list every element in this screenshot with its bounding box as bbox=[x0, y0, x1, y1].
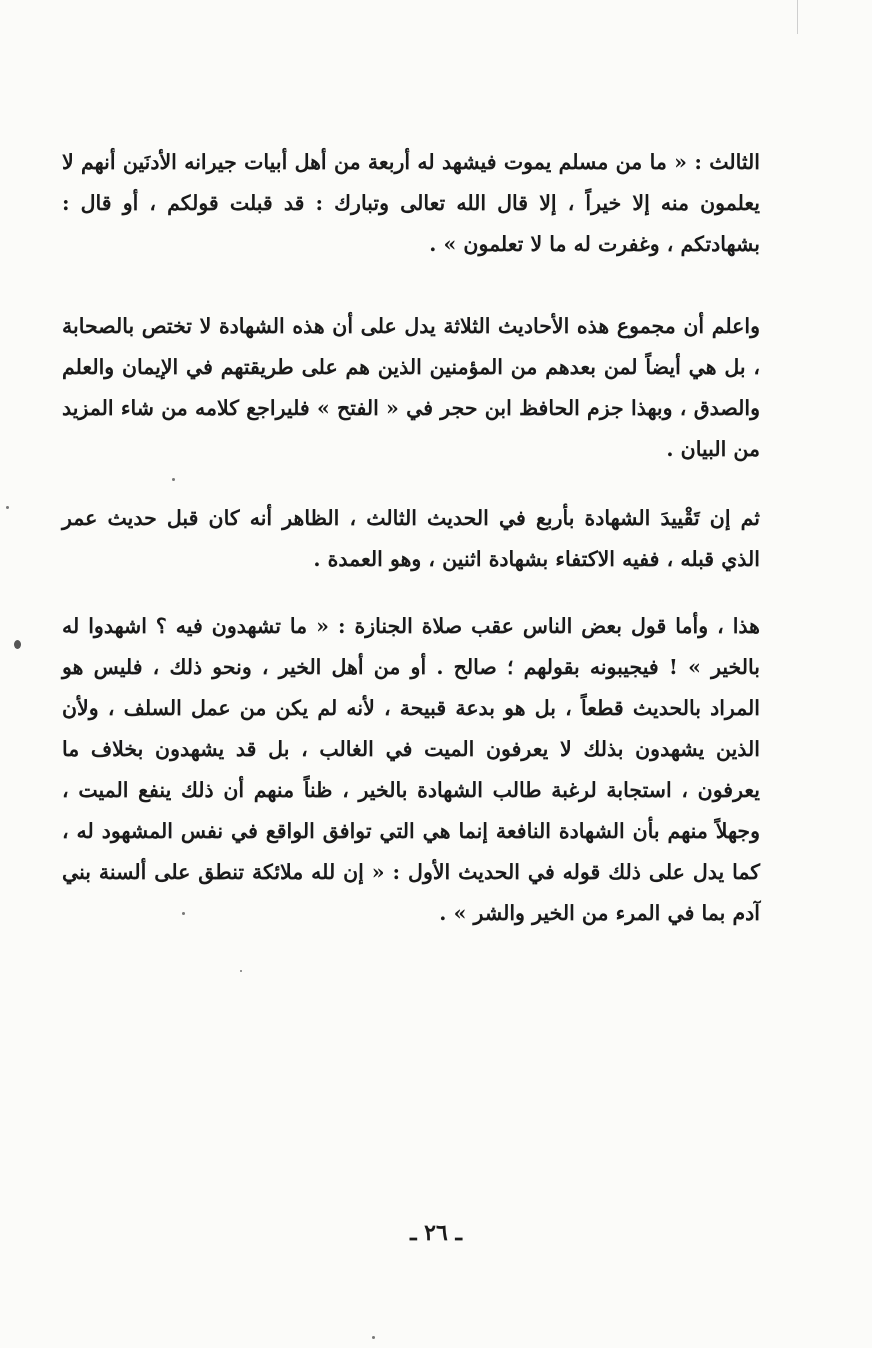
paragraph-four-witnesses bbox=[62, 498, 760, 580]
scan-edge-mark bbox=[797, 0, 798, 34]
scan-speck bbox=[14, 640, 21, 649]
paragraph-text: هذا ، وأما قول بعض الناس عقب صلاة الجنازة : « ما تشهدون فيه ؟ اشهدوا له بالخير » ! فيجيبونه بقولهم ؛ صالح . أو من أهل الخير ، ونحو ذلك ، فليس هو المراد بالحديث قطعاً ، بل هو بدعة قبيحة ، لأنه لم يكن من عمل السلف ، ولأن الذين يشهدون بذلك لا يعرفون الميت في الغالب ، بل قد يشهدون بخلاف ما يعرفون ، استجابة لرغبة طالب الشهادة بالخير ، ظناً منهم أن ذلك ينفع الميت ، وجهلاً منهم بأن الشهادة النافعة إنما هي التي توافق الواقع في نفس المشهود له ، كما يدل على ذلك قوله في الحديث الأول : « إن لله ملائكة تنطق على ألسنة بني آدم بما في المرء من الخير والشر » . bbox=[62, 614, 760, 925]
paragraph-third-hadith bbox=[62, 142, 760, 265]
third-label: الثالث : bbox=[694, 150, 760, 174]
paragraph-text: واعلم أن مجموع هذه الأحاديث الثلاثة يدل على أن هذه الشهادة لا تختص بالصحابة ، بل هي أيضاً لمن بعدهم من المؤمنين الذين هم على طريقتهم في الإيمان والعلم والصدق ، وبهذا جزم الحافظ ابن حجر في « الفتح » فليراجع كلامه من شاء المزيد من البيان . bbox=[62, 314, 760, 461]
page-number: ـ ٢٦ ـ bbox=[410, 1220, 462, 1246]
paragraph-text: ثم إن تَقْييدَ الشهادة بأربع في الحديث الثالث ، الظاهر أنه كان قبل حديث عمر الذي قبله ، ففيه الاكتفاء بشهادة اثنين ، وهو العمدة . bbox=[62, 506, 760, 571]
scan-speck bbox=[372, 1336, 375, 1339]
scan-speck bbox=[240, 970, 242, 972]
scan-speck bbox=[6, 506, 9, 509]
paragraph-text bbox=[62, 142, 760, 265]
third-hadith-text: « ما من مسلم يموت فيشهد له أربعة من أهل أبيات جيرانه الأدنَين أنهم لا يعلمون منه إلا خيراً ، إلا قال الله تعالى وتبارك : قد قبلت قولكم ، أو قال : بشهادتكم ، وغفرت له ما لا تعلمون » . bbox=[62, 150, 760, 256]
scan-speck bbox=[172, 478, 175, 481]
paragraph-funeral-innovation bbox=[62, 606, 760, 934]
paragraph-collective-meaning bbox=[62, 306, 760, 470]
scan-speck bbox=[182, 912, 185, 915]
